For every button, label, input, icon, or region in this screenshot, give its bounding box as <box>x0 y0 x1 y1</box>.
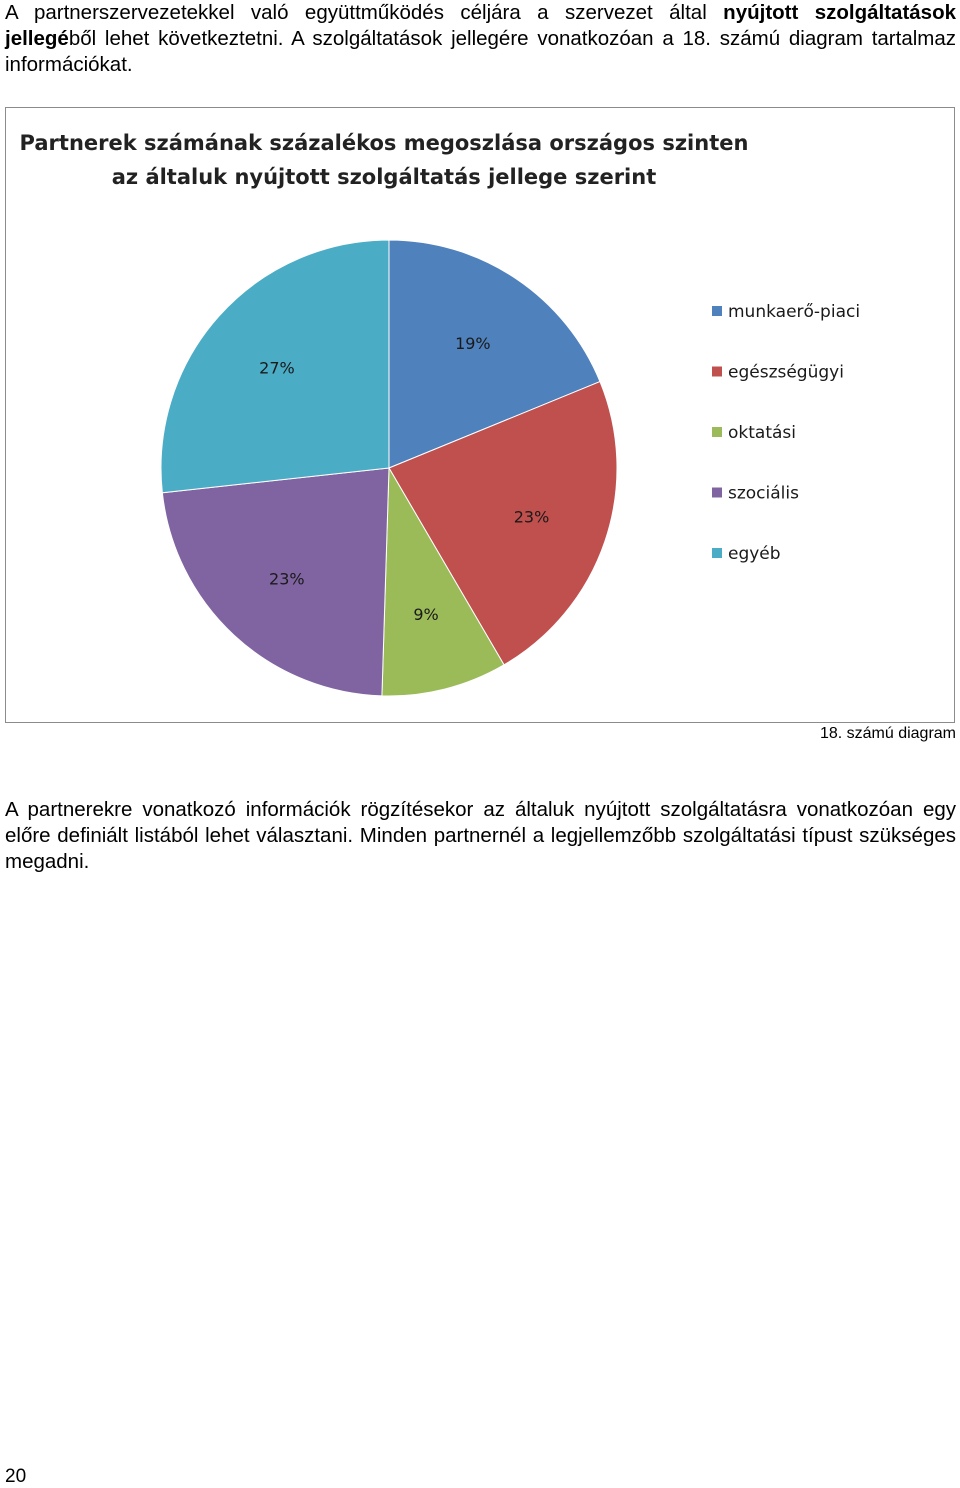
legend-label-1: munkaerő-piaci <box>728 302 861 322</box>
intro-bold-text: nyújtott szolgáltatások jellegé <box>5 1 956 50</box>
pie-chart-svg <box>6 108 953 721</box>
pie-label-2: 23% <box>513 507 550 527</box>
legend-swatch-1 <box>712 306 722 316</box>
legend-label-2: egészségügyi <box>728 362 844 383</box>
legend-label-4: szociális <box>728 483 799 504</box>
pie-label-5: 27% <box>259 358 295 378</box>
body-paragraph: A partnerekre vonatkozó információk rögzítésekor az általuk nyújtott szolgáltatásra vonatkozóan egy előre definiált listából lehet választani. Minden partnernél a legjellemzőbb szolgáltatási típust szükséges megadni. <box>5 798 956 873</box>
pie-label-3: 9% <box>413 604 439 624</box>
intro-text-a: A partnerszervezetekkel való együttműködés céljára a szervezet által <box>5 1 724 24</box>
legend-swatch-2 <box>712 367 722 377</box>
intro-paragraph <box>5 0 956 78</box>
chart-title-line1: Partnerek számának százalékos megoszlása országos szinten <box>19 131 749 155</box>
intro-text-b: ből lehet következtetni. A szolgáltatások jellegére vonatkozóan a 18. számú diagram tartalmaz információkat. <box>5 27 956 76</box>
chart-caption: 18. számú diagram <box>819 725 956 742</box>
pie-chart <box>5 107 955 723</box>
legend-swatch-5 <box>712 548 722 558</box>
legend-label-3: oktatási <box>728 423 796 443</box>
chart-title-line2: az általuk nyújtott szolgáltatás jellege szerint <box>111 165 657 189</box>
pie-label-4: 23% <box>269 569 305 589</box>
pie-label-1: 19% <box>455 334 491 354</box>
legend-swatch-4 <box>712 488 722 498</box>
legend-label-5: egyéb <box>728 544 781 564</box>
legend-swatch-3 <box>712 427 722 437</box>
page-number: 20 <box>5 1466 27 1487</box>
